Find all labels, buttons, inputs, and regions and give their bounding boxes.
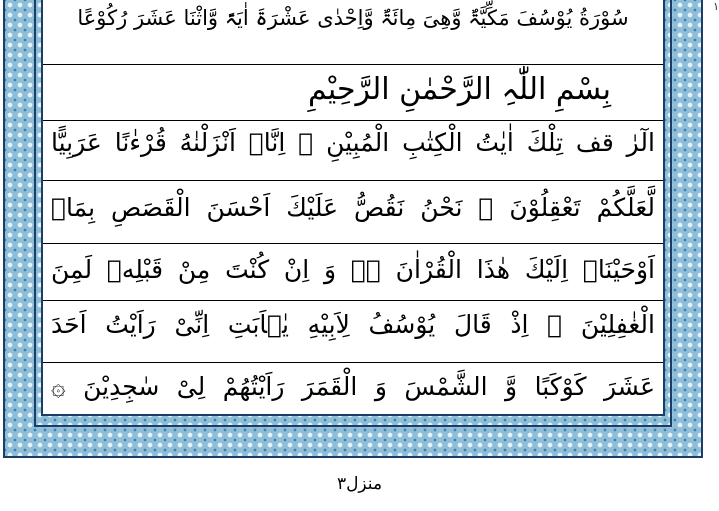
bismillah: بِسْمِ اللّٰہِ الرَّحْمٰنِ الرَّحِیْمِ (307, 72, 611, 107)
divider-line (43, 120, 663, 121)
decorative-page-border (3, 0, 703, 458)
surah-header: سُوْرَةُ یُوْسُفَ مَکِّیَّۃٌ وَّھِیَ مِائَۃٌ وَّاِحْدٰی عَشْرَۃَ اٰیَۃً وَّاثْنَا عَشَرَ رُکُوْعًا (77, 6, 629, 30)
divider-line (43, 300, 663, 301)
page-number: ١ (713, 0, 719, 13)
verse-line-4: الْغٰفِلِیْنَ ۞ اِذْ قَالَ یُوْسُفُ لِاَبِیْهِ یٰۤاَبَتِ اِنِّیْ رَاَیْتُ اَحَدَ (51, 310, 655, 339)
manzil-footer: منزل٣ (336, 474, 383, 494)
verse-line-2: لَّعَلَّكُمْ تَعْقِلُوْنَ ۞ نَحْنُ نَقُصُّ عَلَیْكَ اَحْسَنَ الْقَصَصِ بِمَاۤ (51, 193, 655, 222)
divider-line (43, 362, 663, 363)
verse-line-1: الٓرٰ قف تِلْكَ اٰیٰتُ الْكِتٰبِ الْمُبِیْنِ ۞ اِنَّاۤ اَنْزَلْنٰهُ قُرْءٰنًا عَرَبِیًّا (51, 128, 655, 157)
verse-line-3: اَوْحَیْنَاۤ اِلَیْكَ هٰذَا الْقُرْاٰنَ ۖۗ وَ اِنْ كُنْتَ مِنْ قَبْلِهٖ لَمِنَ (51, 255, 655, 284)
divider-line (43, 243, 663, 244)
verse-line-5: عَشَرَ كَوْكَبًا وَّ الشَّمْسَ وَ الْقَمَرَ رَاَیْتُهُمْ لِیْ سٰجِدِیْنَ ۞ (51, 372, 655, 401)
divider-line (43, 180, 663, 181)
quran-text-panel (41, 0, 665, 416)
divider-line (43, 64, 663, 65)
